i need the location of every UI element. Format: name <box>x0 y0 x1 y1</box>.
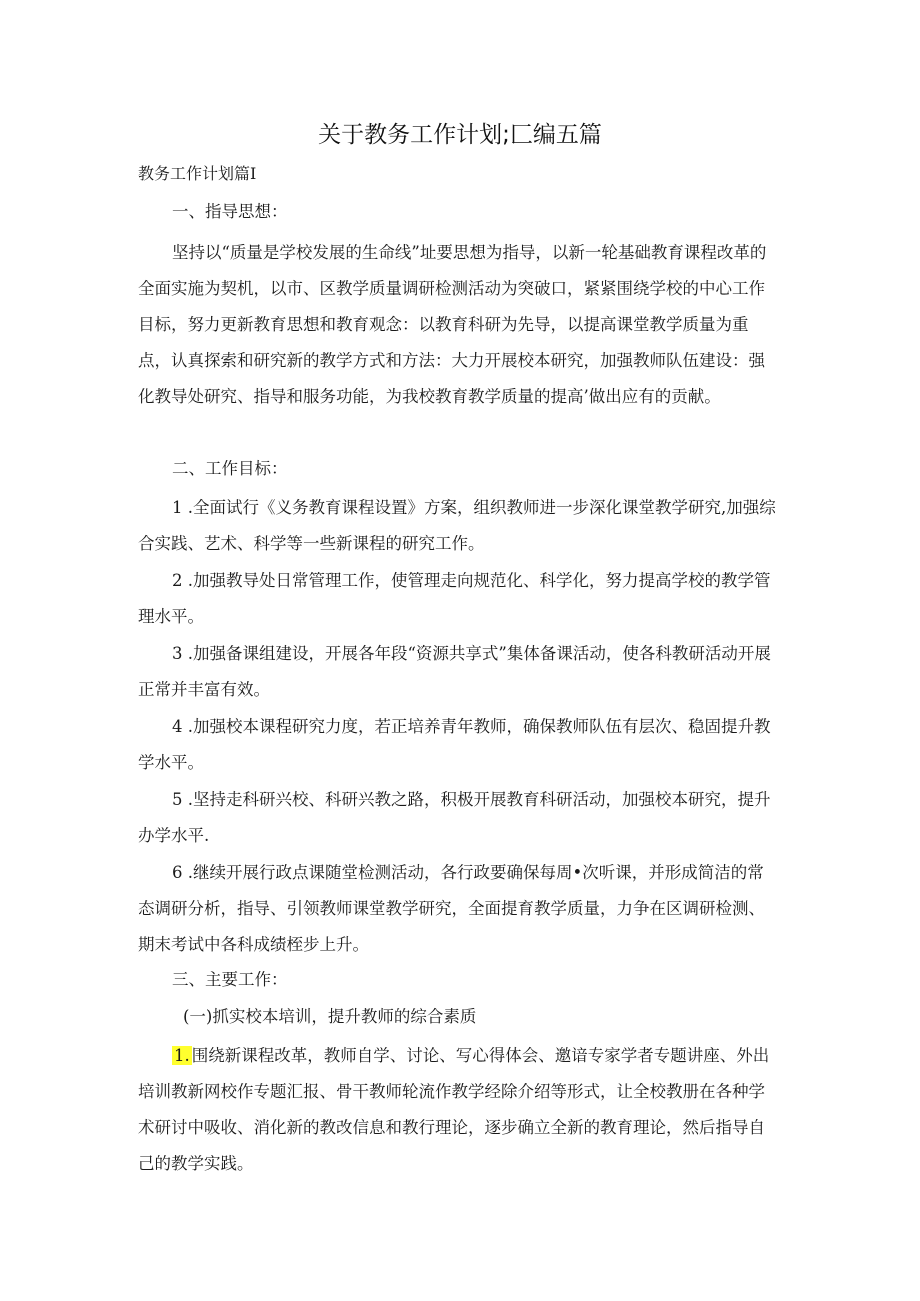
section1-heading: 一、指导思想： <box>172 202 288 221</box>
document-title: 关于教务工作计划;匚编五篇 <box>318 122 602 148</box>
goal-item-4: 4 .加强校本课程研究力度，若正培养青年教师，确保教师队伍有层次、稳固提升教学水平。 <box>138 717 771 772</box>
document-subtitle: 教务工作计划篇I <box>138 164 257 183</box>
section3-subheading: (一)抓实校本培训，提升教师的综合素质 <box>183 1007 477 1026</box>
section3-heading: 三、主要工作： <box>172 970 288 989</box>
highlighted-item-number: 1. <box>174 1046 190 1065</box>
goal-item-5: 5 .坚持走科研兴校、科研兴教之路，积极开展教育科研活动，加强校本研究，提升办学水平. <box>138 790 771 845</box>
section1-paragraph: 坚持以“质量是学校发展的生命线”址要思想为指导，以新一轮基础教育课程改革的全面实施为契机，以市、区教学质量调研检测活动为突破口，紧紧围绕学校的中心工作目标，努力更新教育思想和教育观念：以教育科研为先导，以提高课堂教学质量为重点，认真探索和研究新的教学方式和方法：大力开展校本研究，加强教师队伍建设：强化教导处研究、指导和服务功能，为我校教育教学质量的提高’做出应有的贡献。 <box>138 243 767 406</box>
goal-item-3: 3 .加强备课组建设，开展各年段“资源共享式”集体备课活动，使各科教研活动开展正常并丰富有效。 <box>138 644 771 699</box>
section2-heading: 二、工作目标： <box>172 459 288 478</box>
work-item-1-text: 围绕新课程改革，教师自学、讨论、写心得体会、邀谙专家学者专题讲座、外出培训教新网校作专题汇报、骨干教师轮流作教学经除介绍等形式，让全校教册在各种学术研讨中吸收、消化新的教改信息和教行理论，逐步确立全新的教育理论，然后指导自己的教学实践。 <box>138 1046 770 1173</box>
goal-item-6: 6 .继续开展行政点课随堂检测活动，各行政要确保每周•次听课，并形成简洁的常态调研分析，指导、引领教师课堂教学研究，全面提育教学质量，力争在区调研检测、期末考试中各科成绩桎步上升。 <box>138 863 765 954</box>
work-item-1 <box>138 1038 778 1182</box>
goal-item-2: 2 .加强教导处日常管理工作，使管理走向规范化、科学化，努力提高学校的教学管理水平。 <box>138 571 771 626</box>
goal-item-1: 1 .全面试行《义务教育课程设置》方案，组织教师进一步深化课堂教学研究,加强综合实践、艺术、科学等一些新课程的研究工作。 <box>138 498 776 553</box>
